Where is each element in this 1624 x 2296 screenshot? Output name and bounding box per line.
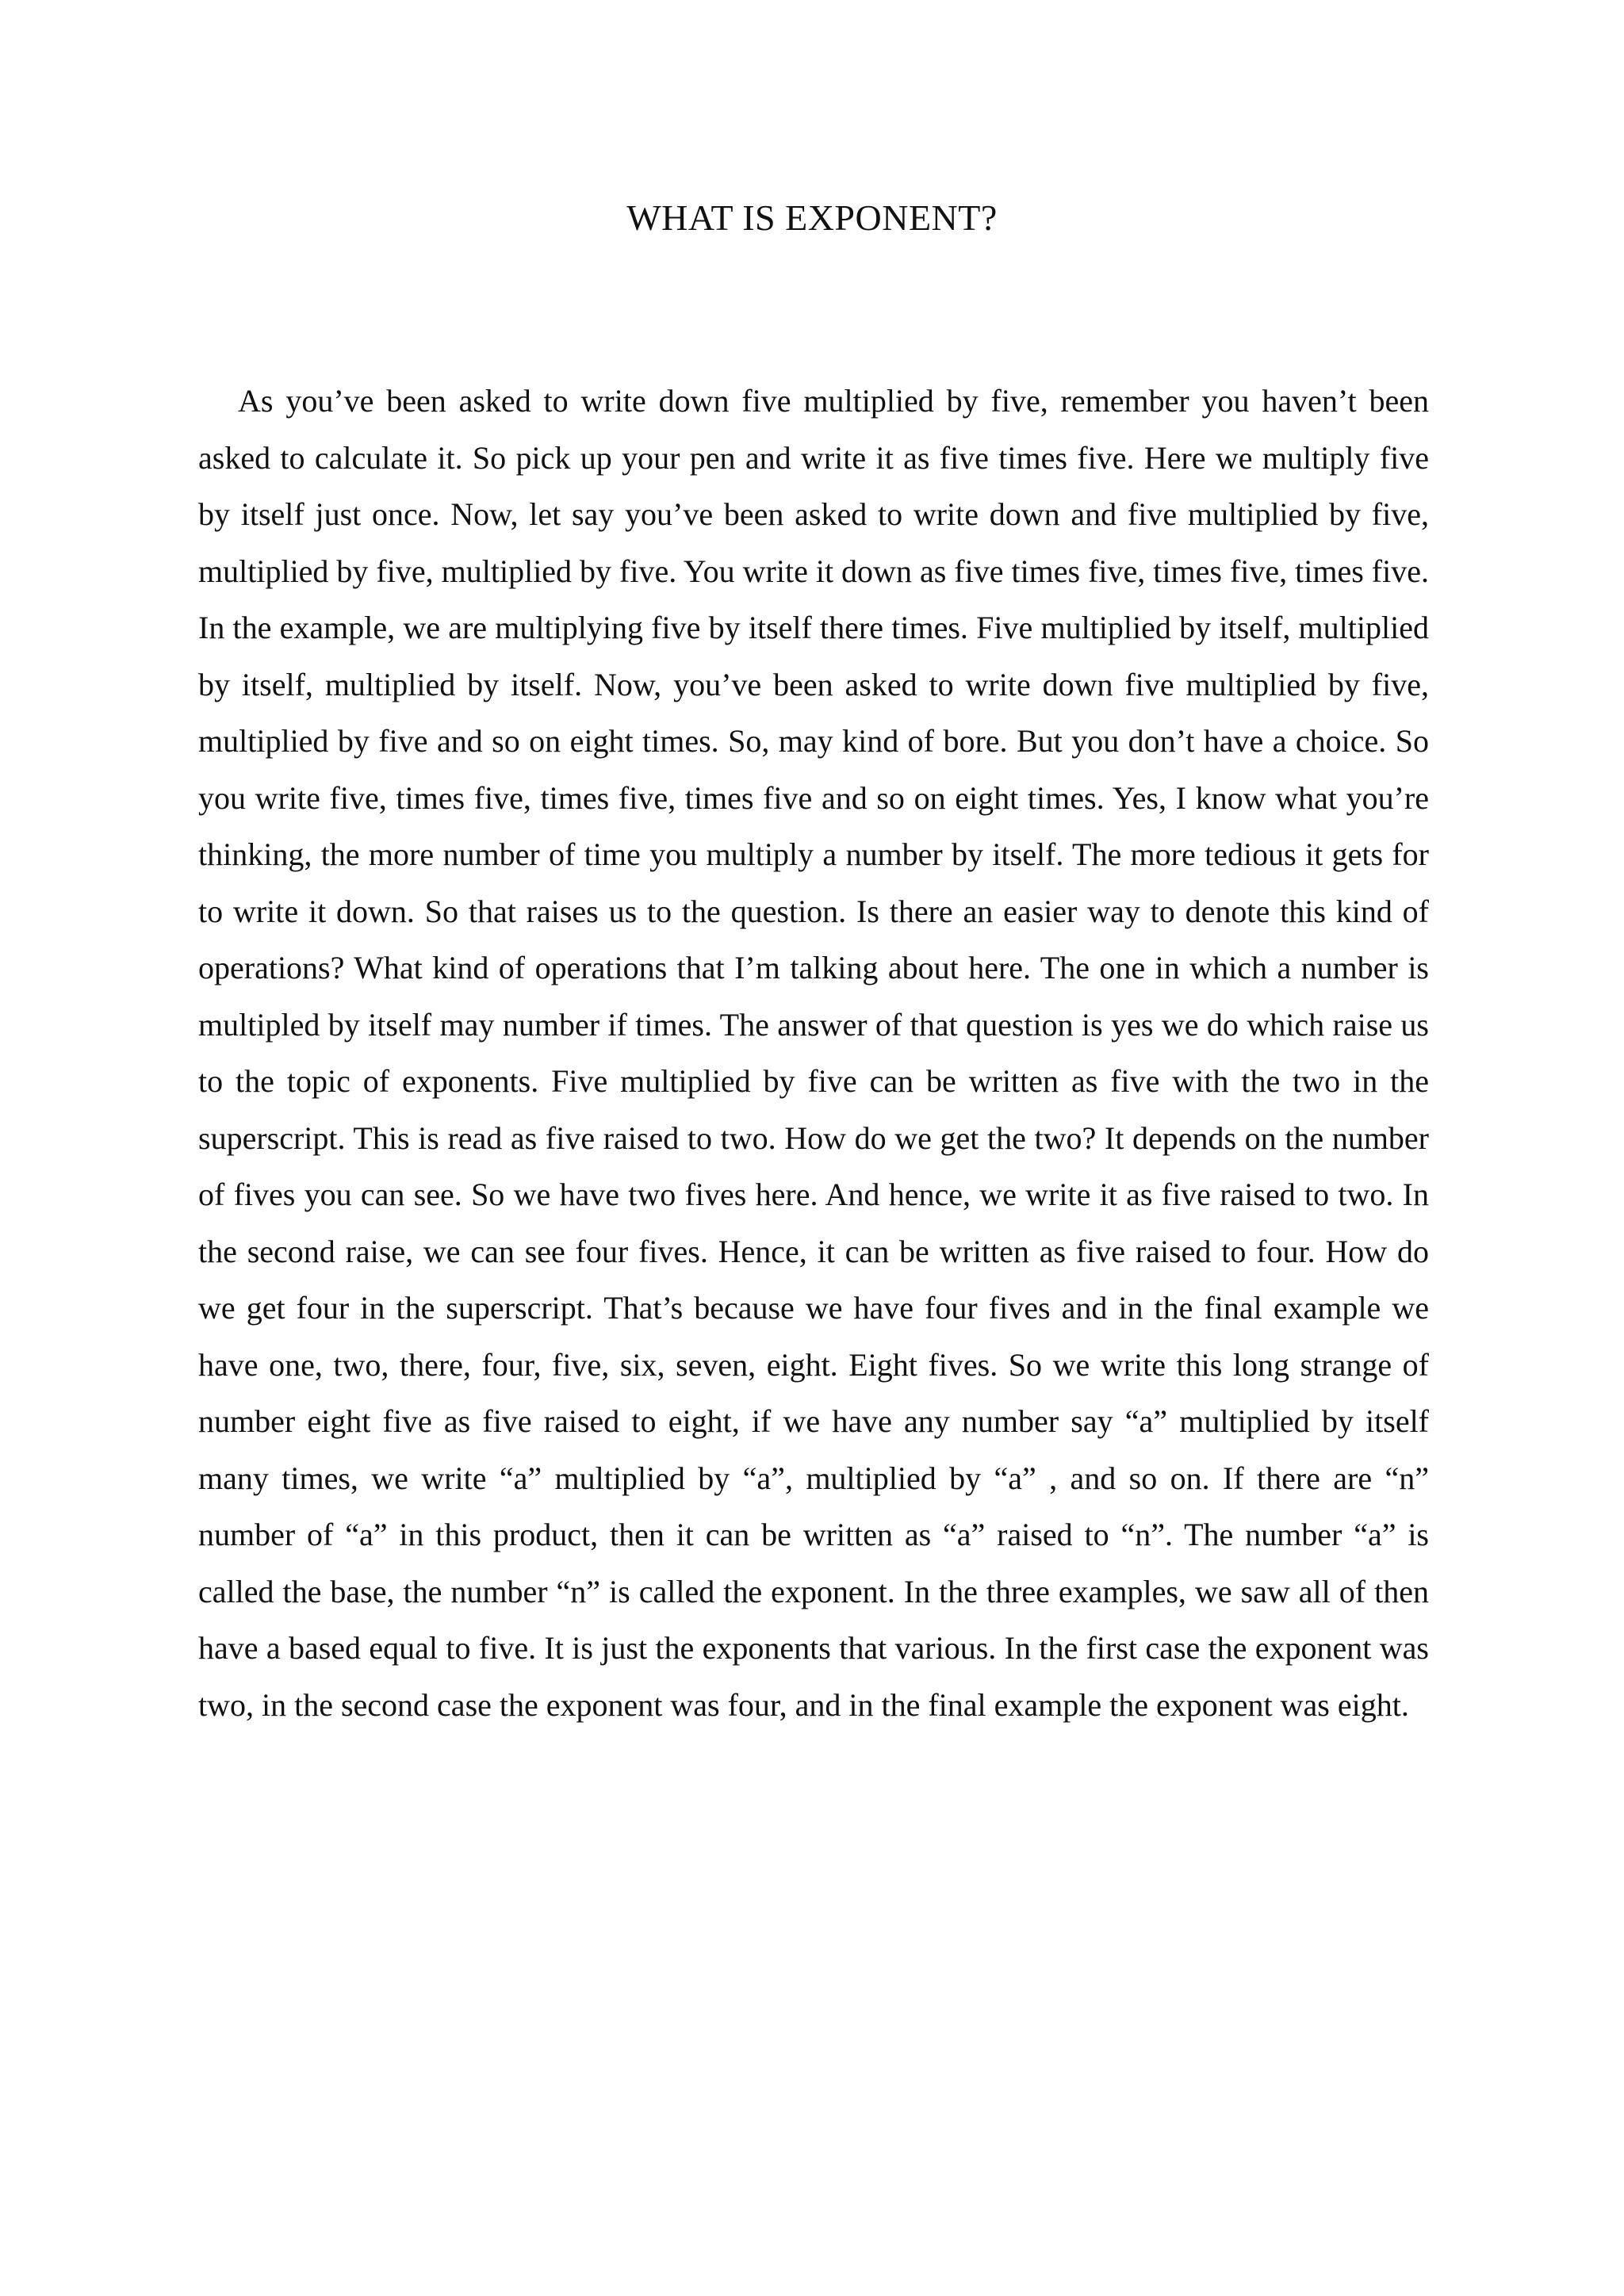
page-title: WHAT IS EXPONENT? — [626, 197, 998, 238]
body-paragraph: As you’ve been asked to write down five multiplied by five, remember you haven’t been asked to calculate it. So pick up your pen and write it as five times five. Here we multiply five by itself just once. Now, let say you’ve been asked to write down and five multiplied by five, multiplied by five, multiplied by five. You write it down as five times five, times five, times five. In the example, we are multiplying five by itself there times. Five multiplied by itself, multiplied by itself, multiplied by itself. Now, you’ve been asked to write down five multiplied by five, multiplied by five and so on eight times. So, may kind of bore. But you don’t have a choice. So you write five, times five, times five, times five and so on eight times. Yes, I know what you’re thinking, the more number of time you multiply a number by itself. The more tedious it gets for to write it down. So that raises us to the question. Is there an easier way to denote this kind of operations? What kind of operations that I’m talking about here. The one in which a number is multipled by itself may number if times. The answer of that question is yes we do which raise us to the topic of exponents. Five multiplied by five can be written as five with the two in the superscript. This is read as five raised to two. How do we get the two? It depends on the number of fives you can see. So we have two fives here. And hence, we write it as five raised to two. In the second raise, we can see four fives. Hence, it can be written as five raised to four. How do we get four in the superscript. That’s because we have four fives and in the final example we have one, two, there, four, five, six, seven, eight. Eight fives. So we write this long strange of number eight five as five raised to eight, if we have any number say “a” multiplied by itself many times, we write “a” multiplied by “a”, multiplied by “a” , and so on. If there are “n” number of “a” in this product, then it can be written as “a” raised to “n”. The number “a” is called the base, the number “n” is called the exponent. In the three examples, we saw all of then have a based equal to five. It is just the exponents that various. In the first case the exponent was two, in the second case the exponent was four, and in the final example the exponent was eight. — [198, 383, 1429, 1723]
